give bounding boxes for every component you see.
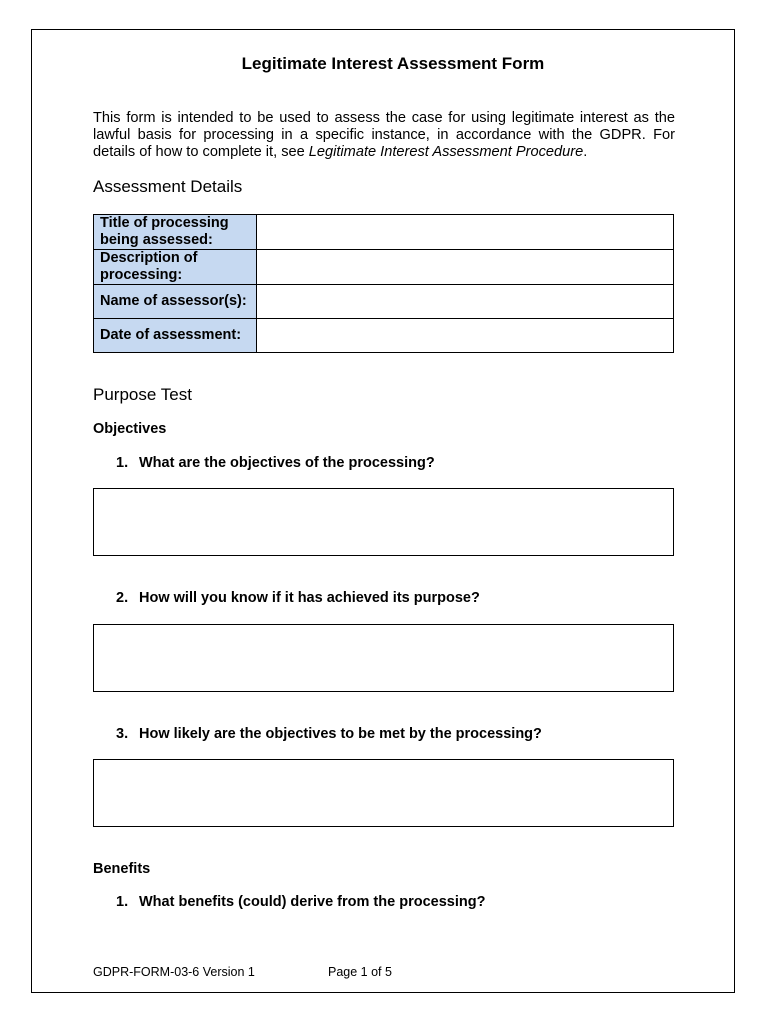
- row-label: Title of processing being assessed:: [94, 215, 257, 250]
- table-row: [94, 319, 674, 353]
- benefits-question-1: [116, 894, 485, 910]
- description-of-processing-field[interactable]: [257, 250, 674, 285]
- objectives-answer-3-box[interactable]: [93, 759, 674, 827]
- footer-page-number: Page 1 of 5: [328, 965, 392, 979]
- objectives-answer-2-box[interactable]: [93, 624, 674, 692]
- intro-procedure-reference: Legitimate Interest Assessment Procedure: [308, 144, 584, 160]
- objectives-answer-1-box[interactable]: [93, 488, 674, 556]
- intro-text: This form is intended to be used to assess the case for using legitimate interest as the lawful basis for processing in a specific instance, in accordance with the GDPR. For details of how to complete it, see: [93, 110, 675, 160]
- question-number: 3.: [116, 726, 129, 742]
- question-number: 1.: [116, 455, 129, 471]
- question-text: What are the objectives of the processing?: [139, 455, 435, 471]
- question-text: How likely are the objectives to be met by the processing?: [139, 726, 542, 742]
- objectives-question-3: [116, 726, 542, 742]
- objectives-question-2: [116, 590, 480, 606]
- purpose-test-heading: Purpose Test: [93, 385, 192, 404]
- question-text: How will you know if it has achieved its purpose?: [139, 590, 480, 606]
- footer-doc-id: GDPR-FORM-03-6 Version 1: [93, 965, 255, 979]
- document-title: Legitimate Interest Assessment Form: [241, 54, 545, 73]
- table-row: [94, 215, 674, 250]
- question-text: What benefits (could) derive from the processing?: [139, 894, 486, 910]
- row-label: Name of assessor(s):: [94, 285, 257, 319]
- assessment-details-heading: Assessment Details: [93, 177, 243, 196]
- name-of-assessors-field[interactable]: [257, 285, 674, 319]
- question-number: 2.: [116, 590, 129, 606]
- question-number: 1.: [116, 894, 129, 910]
- table-row: [94, 285, 674, 319]
- row-label: Description of processing:: [94, 250, 257, 285]
- date-of-assessment-field[interactable]: [257, 319, 674, 353]
- benefits-heading: Benefits: [93, 861, 151, 877]
- objectives-heading: Objectives: [93, 421, 167, 437]
- title-of-processing-field[interactable]: [257, 215, 674, 250]
- intro-paragraph: [93, 110, 675, 161]
- table-row: [94, 250, 674, 285]
- intro-end: .: [583, 144, 588, 160]
- row-label: Date of assessment:: [94, 319, 257, 353]
- objectives-question-1: [116, 455, 435, 471]
- assessment-details-table: [93, 214, 674, 353]
